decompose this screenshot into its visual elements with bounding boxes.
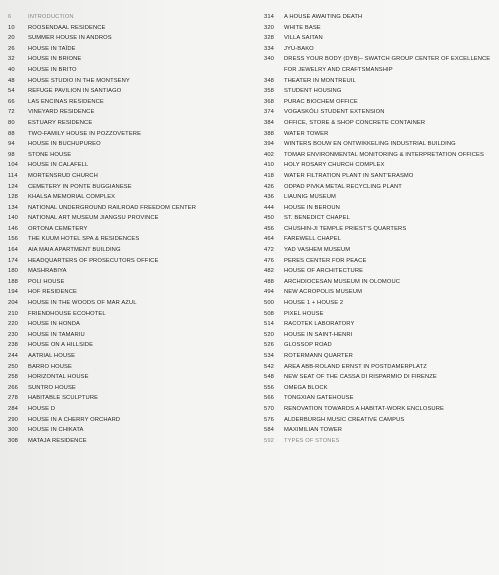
contents-entry: [8, 203, 248, 214]
entry-title: SUMMER HOUSE IN ANDROS: [28, 35, 112, 42]
entry-title: HOUSE IN SAINT-HENRI: [284, 331, 353, 338]
entry-title: HOF RESIDENCE: [28, 289, 77, 296]
entry-title: AREA ABB-ROLAND ERNST IN POSTDAMERPLATZ: [284, 363, 427, 370]
entry-page-number: 156: [8, 236, 18, 243]
entry-page-number: 220: [8, 321, 18, 328]
contents-entry: [252, 129, 492, 140]
entry-title: NEW ACROPOLIS MUSEUM: [284, 289, 363, 296]
entry-title: KHALSA MEMORIAL COMPLEX: [28, 194, 116, 201]
contents-entry: [252, 44, 492, 55]
contents-entry: [8, 287, 248, 298]
entry-page-number: 266: [8, 384, 18, 391]
entry-title: POLI HOUSE: [28, 278, 65, 285]
entry-title: HOUSE IN BRITO: [28, 66, 77, 73]
contents-entry: [8, 404, 248, 415]
contents-entry: [252, 404, 492, 415]
entry-page-number: 584: [264, 427, 274, 434]
entry-title: LIAUNIG MUSEUM: [284, 194, 336, 201]
contents-entry: [8, 393, 248, 404]
entry-title: WATER TOWER: [284, 130, 329, 137]
entry-page-number: 394: [264, 141, 274, 148]
entry-title: HOUSE IN TAMARIU: [28, 331, 85, 338]
contents-entry: [252, 171, 492, 182]
entry-page-number: 230: [8, 331, 18, 338]
contents-entry: [252, 224, 492, 235]
entry-page-number: 494: [264, 289, 274, 296]
entry-page-number: 258: [8, 374, 18, 381]
contents-entry: [252, 340, 492, 351]
entry-title: MAXIMILIAN TOWER: [284, 427, 343, 434]
entry-title: DRESS YOUR BODY (DYB)– SWATCH GROUP CENTER OF EXCELLENCE FOR JEWELRY AND CRAFTSMANSHIP: [284, 56, 491, 73]
entry-page-number: 450: [264, 215, 274, 222]
entry-page-number: 124: [8, 183, 18, 190]
entry-title: HOLY ROSARY CHURCH COMPLEX: [284, 162, 385, 169]
contents-entry: [8, 33, 248, 44]
entry-title: RACOTEK LABORATORY: [284, 321, 355, 328]
entry-title: HOUSE STUDIO IN THE MONTSENY: [28, 77, 130, 84]
entry-title: HOUSE IN BRIONE: [28, 56, 82, 63]
entry-page-number: 472: [264, 247, 274, 254]
contents-entry: [8, 383, 248, 394]
contents-entry: [8, 129, 248, 140]
entry-page-number: 174: [8, 257, 18, 264]
entry-title: AATRIAL HOUSE: [28, 353, 76, 359]
contents-entry: [8, 150, 248, 161]
contents-entry: [252, 203, 492, 214]
contents-entry: [8, 372, 248, 383]
entry-page-number: 32: [8, 56, 15, 63]
contents-entry: [8, 213, 248, 224]
entry-page-number: 444: [264, 204, 274, 211]
entry-page-number: 374: [264, 109, 274, 116]
contents-entry: [252, 362, 492, 373]
entry-title: SUNTRO HOUSE: [28, 384, 76, 391]
entry-page-number: 140: [8, 215, 18, 222]
contents-entry: [8, 23, 248, 34]
entry-page-number: 556: [264, 384, 274, 391]
entry-page-number: 542: [264, 363, 274, 370]
entry-page-number: 534: [264, 353, 274, 359]
contents-entry: [8, 139, 248, 150]
contents-entry: [8, 425, 248, 436]
entry-page-number: 436: [264, 194, 274, 201]
contents-entry: [8, 182, 248, 193]
entry-title: LAS ENCINAS RESIDENCE: [28, 98, 104, 105]
entry-page-number: 300: [8, 427, 18, 434]
contents-entry: [8, 277, 248, 288]
contents-entry: [8, 86, 248, 97]
entry-page-number: 66: [8, 98, 15, 105]
contents-entry: [8, 192, 248, 203]
entry-title: TYPES OF STONES: [284, 437, 340, 444]
entry-page-number: 250: [8, 363, 18, 370]
entry-title: THE KUUM HOTEL SPA & RESIDENCES: [28, 236, 140, 243]
entry-title: ORTONA CEMETERY: [28, 225, 88, 232]
entry-title: STUDENT HOUSING: [284, 88, 342, 95]
entry-page-number: 320: [264, 24, 274, 31]
contents-entry: [252, 266, 492, 277]
entry-title: WATER FILTRATION PLANT IN SANT'ERASMO: [284, 172, 414, 179]
entry-page-number: 40: [8, 66, 15, 73]
entry-title: ROTERMANN QUARTER: [284, 353, 353, 359]
entry-title: HORIZONTAL HOUSE: [28, 374, 89, 381]
entry-title: NATIONAL UNDERGROUND RAILROAD FREEDOM CENTER: [28, 204, 197, 211]
entry-page-number: 210: [8, 310, 18, 317]
entry-title: THEATER IN MONTREUIL: [284, 77, 356, 84]
contents-entry: [8, 362, 248, 373]
contents-entry: [252, 309, 492, 320]
entry-title: STONE HOUSE: [28, 151, 72, 158]
contents-entry: [252, 372, 492, 383]
contents-entry: [8, 160, 248, 171]
entry-title: MATAJA RESIDENCE: [28, 437, 87, 444]
entry-title: HOUSE IN CHIKATA: [28, 427, 84, 434]
entry-page-number: 384: [264, 119, 274, 126]
entry-title: HOUSE 1 + HOUSE 2: [284, 300, 344, 307]
entry-page-number: 520: [264, 331, 274, 338]
entry-page-number: 180: [8, 268, 18, 275]
entry-page-number: 456: [264, 225, 274, 232]
contents-entry: [8, 298, 248, 309]
contents-entry: [252, 383, 492, 394]
contents-entry: [252, 118, 492, 129]
contents-entry: [252, 192, 492, 203]
entry-page-number: 514: [264, 321, 274, 328]
entry-page-number: 526: [264, 342, 274, 349]
entry-title: ESTUARY RESIDENCE: [28, 119, 93, 126]
entry-page-number: 426: [264, 183, 274, 190]
entry-page-number: 188: [8, 278, 18, 285]
contents-entry: [252, 425, 492, 436]
entry-title: VINEYARD RESIDENCE: [28, 109, 95, 116]
entry-title: AIA MAIA APARTMENT BUILDING: [28, 247, 121, 254]
contents-entry: [252, 160, 492, 171]
entry-page-number: 94: [8, 141, 15, 148]
entry-page-number: 204: [8, 300, 18, 307]
contents-entry: [252, 436, 492, 447]
entry-title: CHUSHIN-JI TEMPLE PRIEST'S QUARTERS: [284, 225, 407, 232]
entry-title: HOUSE D: [28, 405, 56, 412]
contents-entry: [252, 234, 492, 245]
entry-title: ALDERBURGH MUSIC CREATIVE CAMPUS: [284, 416, 405, 423]
entry-title: HOUSE IN BUCHUPUREO: [28, 141, 101, 148]
entry-title: MASHRABIYA: [28, 268, 67, 275]
contents-entry: [252, 23, 492, 34]
entry-title: ST. BENEDICT CHAPEL: [284, 215, 350, 222]
entry-title: FRIENDHOUSE ECOHOTEL: [28, 310, 106, 317]
contents-entry: [252, 319, 492, 330]
contents-right-column: [252, 12, 492, 446]
entry-title: PIXEL HOUSE: [284, 310, 324, 317]
contents-entry: [252, 287, 492, 298]
contents-entry: [8, 118, 248, 129]
contents-entry: [8, 415, 248, 426]
contents-entry: [252, 97, 492, 108]
contents-entry: [252, 54, 492, 75]
entry-page-number: 284: [8, 405, 18, 412]
entry-page-number: 54: [8, 88, 15, 95]
entry-page-number: 340: [264, 56, 274, 63]
contents-entry: [8, 65, 248, 76]
entry-page-number: 368: [264, 98, 274, 105]
contents-entry: [252, 298, 492, 309]
entry-page-number: 128: [8, 194, 18, 201]
contents-entry: [252, 277, 492, 288]
contents-entry: [252, 245, 492, 256]
entry-title: TWO-FAMILY HOUSE IN POZZOVETERE: [28, 130, 142, 137]
contents-entry: [252, 393, 492, 404]
entry-title: HOUSE IN BEROUN: [284, 204, 340, 211]
entry-page-number: 134: [8, 204, 18, 211]
contents-entry: [252, 33, 492, 44]
contents-entry: [252, 351, 492, 362]
entry-page-number: 548: [264, 374, 274, 381]
entry-page-number: 6: [8, 14, 12, 20]
entry-page-number: 308: [8, 437, 18, 444]
entry-title: HOUSE ON A HILLSIDE: [28, 342, 94, 349]
entry-title: NATIONAL ART MUSEUM JIANGSU PROVINCE: [28, 215, 159, 222]
entry-page-number: 592: [264, 437, 274, 444]
entry-page-number: 410: [264, 162, 274, 169]
contents-entry: [8, 234, 248, 245]
entry-title: TOMAR ENVIRONMENTAL MONITORING & INTERPRETATION OFFICES: [284, 151, 484, 158]
entry-title: HOUSE IN THE WOODS OF MAR AZUL: [28, 300, 137, 307]
entry-page-number: 314: [264, 14, 274, 20]
entry-title: ROOSENDAAL RESIDENCE: [28, 24, 106, 31]
entry-page-number: 278: [8, 395, 18, 402]
entry-title: BARRO HOUSE: [28, 363, 72, 370]
entry-title: HABITABLE SCULPTURE: [28, 395, 99, 402]
entry-page-number: 464: [264, 236, 274, 243]
entry-page-number: 26: [8, 45, 15, 52]
entry-title: OMEGA BLOCK: [284, 384, 328, 391]
entry-page-number: 570: [264, 405, 274, 412]
entry-title: VILLA SAITAN: [284, 35, 323, 42]
entry-page-number: 98: [8, 151, 15, 158]
entry-page-number: 566: [264, 395, 274, 402]
entry-page-number: 146: [8, 225, 18, 232]
entry-title: HOUSE IN HONDA: [28, 321, 80, 328]
entry-title: HEADQUARTERS OF PROSECUTORS OFFICE: [28, 257, 159, 264]
contents-entry: [252, 415, 492, 426]
entry-page-number: 402: [264, 151, 274, 158]
entry-title: FAREWELL CHAPEL: [284, 236, 342, 243]
entry-title: REFUGE PAVILION IN SANTIAGO: [28, 88, 122, 95]
entry-title: ARCHDIOCESAN MUSEUM IN OLOMOUC: [284, 278, 401, 285]
contents-entry: [252, 76, 492, 87]
entry-page-number: 482: [264, 268, 274, 275]
entry-page-number: 104: [8, 162, 18, 169]
contents-entry: [8, 245, 248, 256]
contents-entry: [252, 86, 492, 97]
entry-title: PERES CENTER FOR PEACE: [284, 257, 367, 264]
entry-page-number: 10: [8, 24, 15, 31]
entry-title: HOUSE OF ARCHITECTURE: [284, 268, 364, 275]
contents-entry: [8, 12, 248, 23]
entry-title: CEMETERY IN PONTE BUGGIANESE: [28, 183, 132, 190]
contents-entry: [252, 182, 492, 193]
contents-entry: [252, 256, 492, 267]
entry-title: HOUSE IN CALAFELL: [28, 162, 89, 169]
entry-page-number: 358: [264, 88, 274, 95]
entry-page-number: 488: [264, 278, 274, 285]
contents-entry: [8, 266, 248, 277]
entry-title: INTRODUCTION: [28, 14, 74, 20]
entry-title: PURAC BIOCHEM OFFICE: [284, 98, 358, 105]
entry-title: HOUSE IN A CHERRY ORCHARD: [28, 416, 121, 423]
contents-entry: [8, 256, 248, 267]
entry-page-number: 244: [8, 353, 18, 359]
entry-title: TONGXIAN GATEHOUSE: [284, 395, 354, 402]
entry-page-number: 48: [8, 77, 15, 84]
entry-page-number: 114: [8, 172, 18, 179]
entry-page-number: 418: [264, 172, 274, 179]
contents-entry: [8, 340, 248, 351]
entry-page-number: 334: [264, 45, 274, 52]
entry-title: WHITE BASE: [284, 24, 321, 31]
contents-entry: [8, 54, 248, 65]
entry-title: WINTERS BOUW EN ONTWIKKELING INDUSTRIAL BUILDING: [284, 141, 456, 148]
contents-entry: [8, 171, 248, 182]
entry-page-number: 290: [8, 416, 18, 423]
entry-title: MORTENSRUD CHURCH: [28, 172, 98, 179]
contents-entry: [8, 330, 248, 341]
entry-title: OFFICE, STORE & SHOP CONCRETE CONTAINER: [284, 119, 426, 126]
entry-page-number: 72: [8, 109, 15, 116]
entry-page-number: 508: [264, 310, 274, 317]
contents-left-column: [8, 12, 248, 446]
entry-page-number: 238: [8, 342, 18, 349]
contents-entry: [8, 319, 248, 330]
contents-entry: [8, 436, 248, 447]
entry-page-number: 88: [8, 130, 15, 137]
entry-page-number: 500: [264, 300, 274, 307]
contents-entry: [8, 224, 248, 235]
contents-entry: [8, 76, 248, 87]
entry-page-number: 194: [8, 289, 18, 296]
entry-title: RENOVATION TOWARDS A HABITAT-WORK ENCLOSURE: [284, 405, 444, 412]
contents-entry: [252, 107, 492, 118]
contents-entry: [252, 139, 492, 150]
entry-page-number: 80: [8, 119, 15, 126]
contents-entry: [8, 107, 248, 118]
entry-page-number: 476: [264, 257, 274, 264]
contents-entry: [8, 351, 248, 362]
entry-title: ODPAD PIVKA METAL RECYCLING PLANT: [284, 183, 402, 190]
entry-page-number: 348: [264, 77, 274, 84]
entry-page-number: 20: [8, 35, 15, 42]
contents-entry: [252, 12, 492, 23]
entry-page-number: 164: [8, 247, 18, 254]
entry-title: YAD VASHEM MUSEUM: [284, 247, 351, 254]
entry-title: A HOUSE AWAITING DEATH: [284, 14, 363, 20]
entry-title: NEW SEAT OF THE CASSA DI RISPARMIO DI FIRENZE: [284, 374, 437, 381]
contents-entry: [252, 213, 492, 224]
entry-title: HOUSE IN TAÏDE: [28, 45, 76, 52]
entry-page-number: 388: [264, 130, 274, 137]
contents-entry: [8, 309, 248, 320]
entry-page-number: 576: [264, 416, 274, 423]
entry-title: GLOSSOP ROAD: [284, 342, 332, 349]
contents-entry: [252, 330, 492, 341]
contents-entry: [252, 150, 492, 161]
entry-page-number: 328: [264, 35, 274, 42]
contents-entry: [8, 44, 248, 55]
contents-entry: [8, 97, 248, 108]
entry-title: VOGASKÓLI STUDENT EXTENSION: [284, 109, 385, 116]
entry-title: JYU-BAKO: [284, 45, 314, 52]
